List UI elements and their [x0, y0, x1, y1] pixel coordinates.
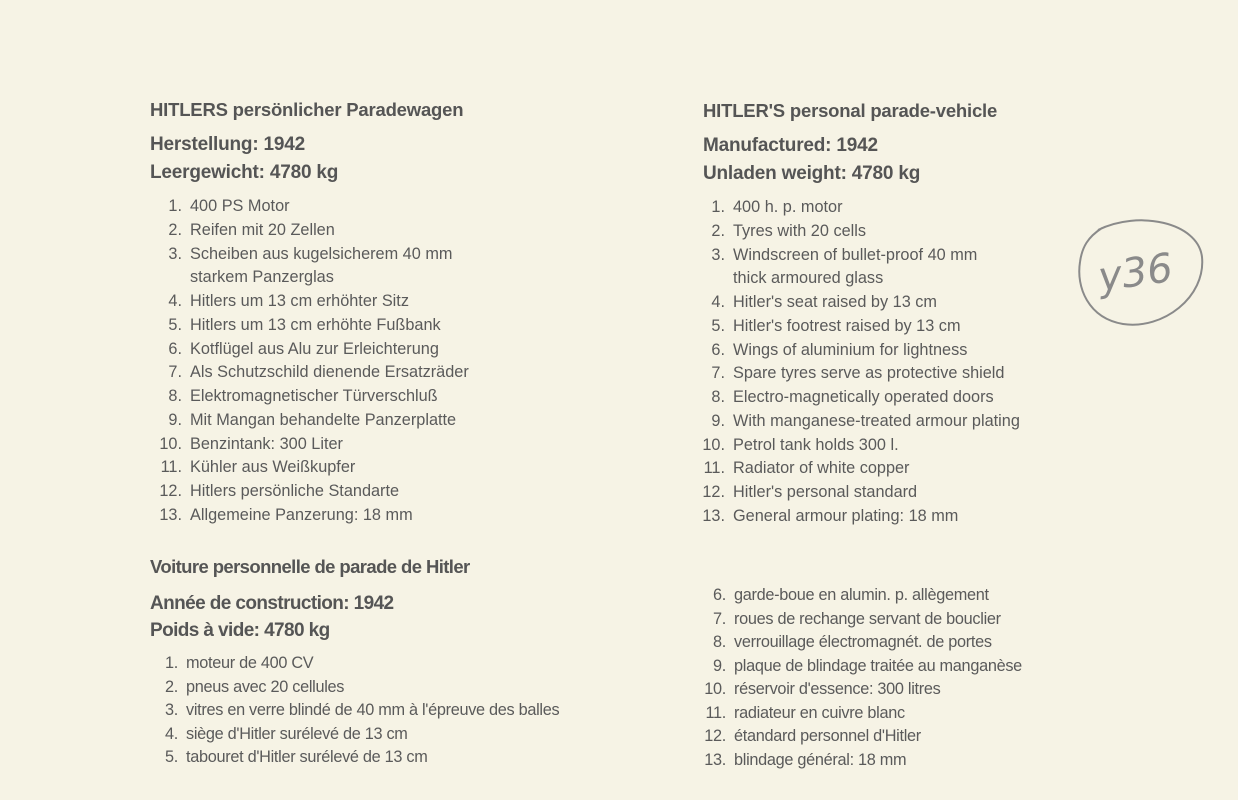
item-number: 13. [159, 505, 182, 524]
item-number: 3. [168, 244, 182, 263]
item-number: 7. [713, 609, 726, 628]
item-number: 12. [704, 727, 726, 745]
english-weight: Unladen weight: 4780 kg [703, 163, 921, 184]
german-weight: Leergewicht: 4780 kg [150, 162, 339, 183]
item-text: blindage général: 18 mm [734, 750, 907, 769]
item-text: verrouillage électromagnét. de portes [734, 633, 992, 651]
item-text: Windscreen of bullet-proof 40 mm [733, 245, 978, 264]
item-text: Kühler aus Weißkupfer [190, 458, 356, 477]
item-number: 13. [702, 506, 725, 525]
item-text: Spare tyres serve as protective shield [733, 364, 1005, 383]
english-manufactured: Manufactured: 1942 [703, 135, 878, 156]
item-text: Scheiben aus kugelsicherem 40 mm [190, 244, 453, 263]
item-text: siège d'Hitler surélevé de 13 cm [186, 724, 408, 743]
item-number: 3. [711, 245, 725, 264]
item-number: 9. [168, 410, 182, 429]
item-text: plaque de blindage traitée au manganèse [734, 656, 1022, 675]
item-number: 12. [159, 482, 182, 500]
item-number: 7. [711, 364, 725, 383]
item-text: roues de rechange servant de bouclier [734, 609, 1001, 628]
item-number: 5. [168, 315, 182, 334]
item-number: 9. [713, 656, 726, 675]
item-text: Radiator of white copper [733, 459, 910, 478]
item-text: réservoir d'essence: 300 litres [734, 680, 941, 698]
item-text: Hitlers persönliche Standarte [190, 482, 400, 500]
item-text: With manganese-treated armour plating [733, 411, 1020, 430]
item-text: vitres en verre blindé de 40 mm à l'épreuve des balles [186, 701, 560, 719]
item-number: 5. [711, 316, 725, 335]
handwritten-circled-mark [1068, 212, 1208, 332]
item-number: 6. [168, 339, 182, 358]
item-number: 5. [165, 748, 178, 766]
item-text: Elektromagnetischer Türverschluß [190, 387, 438, 405]
item-number: 4. [165, 724, 178, 743]
item-text: Hitler's personal standard [733, 483, 918, 501]
item-number: 11. [703, 459, 725, 478]
english-title: HITLER'S personal parade-vehicle [703, 100, 998, 121]
item-number: 10. [704, 680, 726, 698]
item-text: Mit Mangan behandelte Panzerplatte [190, 410, 457, 429]
item-number: 4. [168, 292, 182, 310]
item-number: 2. [165, 677, 178, 696]
item-number: 11. [705, 703, 726, 722]
item-number: 3. [165, 701, 178, 719]
item-text: Benzintank: 300 Liter [190, 434, 343, 453]
item-text: Als Schutzschild dienende Ersatzräder [190, 363, 469, 382]
item-number: 6. [713, 586, 726, 604]
item-text: radiateur en cuivre blanc [734, 703, 905, 722]
item-text: General armour plating: 18 mm [733, 506, 959, 525]
item-number: 2. [168, 220, 182, 239]
item-number: 8. [711, 388, 725, 406]
item-number: 8. [168, 387, 182, 405]
item-text: Wings of aluminium for lightness [733, 340, 968, 359]
german-title: HITLERS persönlicher Paradewagen [150, 99, 464, 120]
item-text: Hitler's seat raised by 13 cm [733, 293, 937, 311]
item-text: Hitlers um 13 cm erhöhte Fußbank [190, 315, 441, 334]
handwritten-mark-text: y36 [1095, 245, 1176, 301]
item-number: 10. [702, 435, 725, 454]
item-text: pneus avec 20 cellules [186, 677, 345, 696]
french-title: Voiture personnelle de parade de Hitler [150, 556, 470, 577]
item-number: 7. [168, 363, 182, 382]
item-number: 1. [711, 198, 725, 216]
item-number: 6. [711, 340, 725, 359]
french-manufactured: Année de construction: 1942 [150, 593, 394, 614]
item-text: étandard personnel d'Hitler [734, 727, 921, 745]
german-manufactured: Herstellung: 1942 [150, 134, 305, 155]
item-number: 13. [704, 750, 726, 769]
item-number: 12. [702, 483, 725, 501]
item-text: Reifen mit 20 Zellen [190, 220, 335, 239]
item-text: Hitlers um 13 cm erhöhter Sitz [190, 292, 409, 310]
french-weight: Poids à vide: 4780 kg [150, 620, 330, 641]
item-text: 400 PS Motor [190, 197, 290, 215]
item-number: 11. [160, 458, 182, 477]
item-text: Tyres with 20 cells [733, 221, 867, 240]
item-text: Hitler's footrest raised by 13 cm [733, 316, 961, 335]
item-number: 1. [168, 197, 182, 215]
item-text: Electro-magnetically operated doors [733, 388, 994, 406]
item-text: Allgemeine Panzerung: 18 mm [190, 505, 413, 524]
item-text: moteur de 400 CV [186, 654, 314, 672]
item-number: 8. [713, 633, 726, 651]
item-text: Kotflügel aus Alu zur Erleichterung [190, 339, 439, 358]
item-text: thick armoured glass [733, 269, 884, 288]
item-text: garde-boue en alumin. p. allègement [734, 586, 989, 604]
item-number: 10. [159, 434, 182, 453]
item-number: 4. [711, 293, 725, 311]
item-number: 9. [711, 411, 725, 430]
item-text: 400 h. p. motor [733, 198, 843, 216]
item-text: starkem Panzerglas [190, 268, 334, 287]
item-number: 2. [711, 221, 725, 240]
item-text: Petrol tank holds 300 l. [733, 435, 899, 454]
item-number: 1. [165, 654, 178, 672]
item-text: tabouret d'Hitler surélevé de 13 cm [186, 748, 428, 766]
